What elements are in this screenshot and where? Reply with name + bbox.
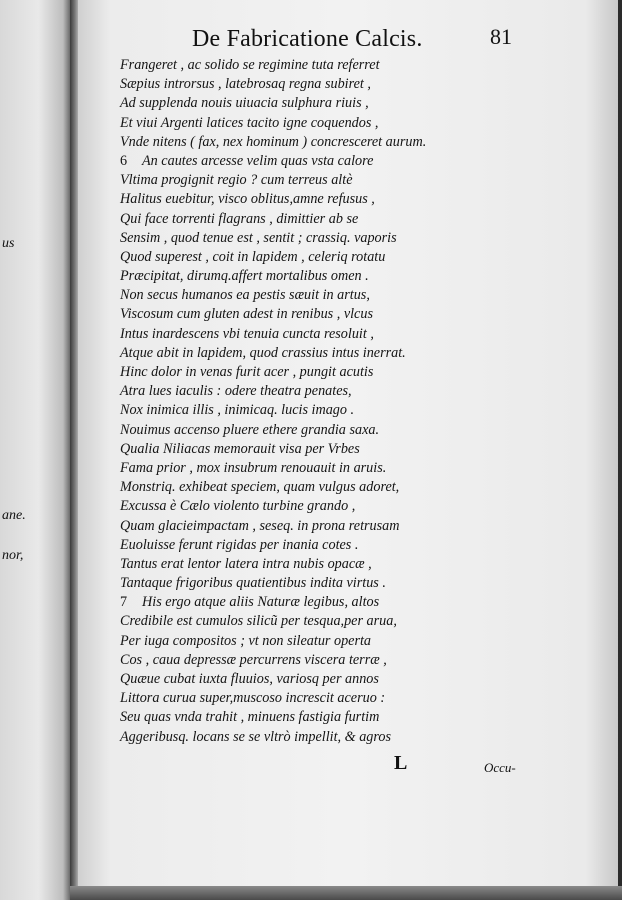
verse-text: Tantus erat lentor latera intra nubis opacæ , — [120, 555, 372, 572]
verse-text: Viscosum cum gluten adest in renibus , vlcus — [120, 306, 373, 323]
verse-text: Non secus humanos ea pestis sæuit in artus, — [120, 287, 370, 304]
verse-text: Halitus euebitur, visco oblitus,amne refusus , — [120, 191, 375, 208]
verse-text: Quam glacieimpactam , seseq. in prona retrusam — [120, 517, 400, 534]
verse-text: Atra lues iaculis : odere theatra penates, — [120, 383, 352, 400]
verse-text: Et viui Argenti latices tacito igne coquendos , — [120, 114, 379, 131]
verse-line — [120, 325, 590, 344]
verse-line — [120, 133, 590, 152]
verse-text: Quod superest , coit in lapidem , celeriq rotatu — [120, 248, 386, 265]
verse-text: Sensim , quod tenue est , sentit ; crassiq. vaporis — [120, 229, 397, 246]
verse-line — [120, 171, 590, 190]
verse-line — [120, 632, 590, 651]
signature-mark: L — [394, 752, 408, 774]
verse-block — [120, 56, 590, 747]
verse-text: Aggeribusq. locans se se vltrò impellit, & agros — [120, 728, 391, 745]
book-page — [78, 0, 618, 890]
verse-text: Sæpius introrsus , latebrosaq regna subiret , — [120, 76, 371, 93]
verse-text: Littora curua super,muscoso increscit aceruo : — [120, 690, 386, 707]
page-bottom-edge — [70, 886, 622, 900]
left-page-fragment: nor, — [2, 548, 24, 563]
verse-line — [120, 401, 590, 420]
verse-text: Excussa è Cælo violento turbine grando , — [120, 498, 356, 515]
verse-line — [120, 689, 590, 708]
left-page-fragment: us — [2, 236, 15, 251]
left-page-edge — [0, 0, 70, 900]
verse-text: Intus inardescens vbi tenuia cuncta resoluit , — [120, 325, 374, 342]
verse-line — [120, 94, 590, 113]
verse-line — [120, 728, 590, 747]
verse-text: Fama prior , mox insubrum renouauit in aruis. — [120, 459, 387, 476]
verse-line — [120, 517, 590, 536]
page-footer — [78, 752, 618, 782]
verse-line — [120, 555, 590, 574]
verse-text: Qualia Niliacas memorauit visa per Vrbes — [120, 440, 360, 457]
verse-text: Atque abit in lapidem, quod crassius intus inerrat. — [120, 344, 406, 361]
verse-line — [120, 344, 590, 363]
verse-text: Monstriq. exhibeat speciem, quam vulgus adoret, — [120, 479, 400, 496]
verse-text: Vnde nitens ( fax, nex hominum ) concresceret aurum. — [120, 133, 427, 150]
verse-line — [120, 248, 590, 267]
verse-line — [120, 152, 590, 171]
verse-text: His ergo atque aliis Naturæ legibus, altos — [142, 594, 380, 611]
verse-line — [120, 56, 590, 75]
verse-line — [120, 363, 590, 382]
left-page-fragment: ane. — [2, 508, 26, 523]
verse-text: Frangeret , ac solido se regimine tuta referret — [120, 57, 380, 73]
verse-line — [120, 286, 590, 305]
verse-line — [120, 114, 590, 133]
verse-text: Qui face torrenti flagrans , dimittier ab se — [120, 210, 359, 227]
verse-line — [120, 305, 590, 324]
verse-line — [120, 708, 590, 727]
section-number: 6 — [120, 152, 128, 169]
verse-text: Tantaque frigoribus quatientibus indita virtus . — [120, 575, 386, 592]
verse-text: Per iuga compositos ; vt non sileatur operta — [120, 632, 372, 649]
verse-text: Seu quas vnda trahit , minuens fastigia furtim — [120, 709, 380, 726]
verse-text: Ad supplenda nouis uiuacia sulphura riuis , — [120, 95, 369, 112]
verse-text: Vltima progignit regio ? cum terreus altè — [120, 172, 353, 189]
verse-line — [120, 440, 590, 459]
verse-text: Præcipitat, dirumq.affert mortalibus omen . — [120, 268, 369, 285]
verse-line — [120, 382, 590, 401]
verse-line — [120, 210, 590, 229]
verse-line — [120, 612, 590, 631]
book-gutter — [70, 0, 78, 900]
verse-line — [120, 574, 590, 593]
verse-text: An cautes arcesse velim quas vsta calore — [142, 152, 374, 169]
verse-text: Euoluisse ferunt rigidas per inania cotes . — [120, 536, 359, 553]
verse-line — [120, 497, 590, 516]
verse-text: Nox inimica illis , inimicaq. lucis imago . — [120, 402, 355, 419]
verse-line — [120, 229, 590, 248]
page-number: 81 — [490, 24, 512, 49]
verse-line — [120, 421, 590, 440]
verse-line — [120, 267, 590, 286]
verse-line — [120, 536, 590, 555]
verse-line — [120, 75, 590, 94]
verse-line — [120, 459, 590, 478]
verse-line — [120, 478, 590, 497]
verse-text: Hinc dolor in venas furit acer , pungit acutis — [120, 364, 374, 380]
catchword: Occu- — [484, 760, 516, 775]
verse-text: Nouimus accenso pluere ethere grandia saxa. — [120, 421, 380, 438]
running-head: De Fabricatione Calcis. — [192, 26, 423, 52]
verse-line — [120, 593, 590, 612]
section-number: 7 — [120, 594, 128, 611]
verse-line — [120, 190, 590, 209]
verse-text: Credibile est cumulos silicũ per tesqua,per arua, — [120, 613, 397, 630]
verse-line — [120, 651, 590, 670]
verse-text: Cos , caua depressæ percurrens viscera terræ , — [120, 651, 387, 668]
verse-text: Quæue cubat iuxta fluuios, variosq per annos — [120, 671, 379, 687]
verse-line — [120, 670, 590, 689]
